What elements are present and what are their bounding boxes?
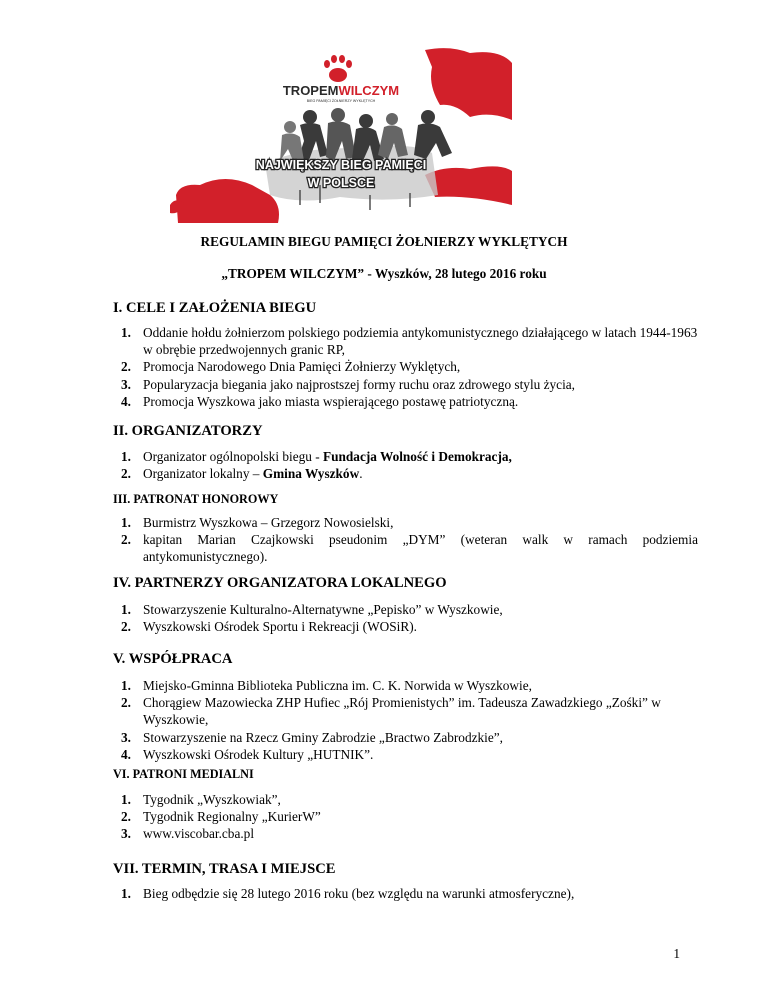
slogan-line-2: W POLSCE [307, 176, 375, 190]
list-item: 3. Stowarzyszenie na Rzecz Gminy Zabrodzie „Bractwo Zabrodzkie”, [121, 729, 503, 745]
list-item: 4. Promocja Wyszkowa jako miasta wspierającego postawę patriotyczną. [121, 393, 519, 409]
organizer-local: Gmina Wyszków [262, 466, 360, 482]
event-logo [170, 45, 512, 223]
slogan-line-1: NAJWIĘKSZY BIEG PAMIĘCI [255, 158, 427, 172]
list-item: 2. Wyszkowski Ośrodek Sportu i Rekreacji (WOSiR). [121, 619, 417, 635]
list-item: 2. Tygodnik Regionalny „KurierW” [121, 809, 321, 825]
wolf-paw-icon [324, 55, 352, 82]
organizer-national: Fundacja Wolność i Demokracja, [322, 449, 512, 464]
brand-subtitle: BIEG PAMIĘCI ŻOŁNIERZY WYKLĘTYCH [306, 99, 376, 103]
patronage-list [113, 514, 698, 566]
red-splash-right-low [425, 166, 512, 205]
date-route-list [113, 885, 698, 902]
event-name: „TROPEM WILCZYM” [221, 266, 365, 281]
document-subtitle [0, 266, 768, 282]
section-heading-partners: IV. PARTNERZY ORGANIZATORA LOKALNEGO [113, 575, 447, 591]
list-item: 2. Organizator lokalny – Gmina Wyszków. [121, 466, 363, 482]
list-item: 1. Miejsko-Gminna Biblioteka Publiczna im. C. K. Norwida w Wyszkowie, [121, 678, 532, 693]
list-item: 1. Organizator ogólnopolski biegu - Fundacja Wolność i Demokracja, [121, 449, 512, 464]
list-item: 1. Bieg odbędzie się 28 lutego 2016 roku (bez względu na warunki atmosferyczne), [121, 886, 575, 901]
section-heading-goals: I. CELE I ZAŁOŻENIA BIEGU [113, 300, 317, 316]
section-heading-patronage: III. PATRONAT HONOROWY [113, 492, 279, 506]
red-splash-right [425, 48, 512, 120]
list-item: 1. Tygodnik „Wyszkowiak”, [121, 792, 281, 807]
list-item: 2. Chorągiew Mazowiecka ZHP Hufiec „Rój Promienistych” im. Tadeusza Zawadzkiego „Zośki” w Wyszkowie, [121, 695, 661, 728]
media-list [113, 791, 698, 843]
list-item: 4. Wyszkowski Ośrodek Kultury „HUTNIK”. [121, 746, 374, 762]
red-splash-left [176, 179, 279, 223]
document-title: REGULAMIN BIEGU PAMIĘCI ŻOŁNIERZY WYKLĘTYCH [200, 234, 568, 249]
list-item: 2. kapitan Marian Czajkowski pseudonim „DYM” (weteran walk w ramach podziemia antykomunistycznego). [121, 532, 698, 565]
partners-list [113, 601, 698, 635]
brand-name: TROPEMWILCZYM [282, 83, 400, 98]
section-heading-cooperation: V. WSPÓŁPRACA [113, 651, 233, 667]
section-heading-media: VI. PATRONI MEDIALNI [113, 767, 254, 781]
list-item: 2. Promocja Narodowego Dnia Pamięci Żołnierzy Wyklętych, [121, 359, 461, 375]
list-item: 1. Stowarzyszenie Kulturalno-Alternatywne „Pepisko” w Wyszkowie, [121, 602, 503, 617]
cooperation-list [113, 677, 698, 763]
event-date-place: - Wyszków, 28 lutego 2016 roku [364, 266, 547, 281]
media-website: www.viscobar.cba.pl [143, 826, 255, 842]
section-heading-organizers: II. ORGANIZATORZY [113, 423, 263, 439]
section-heading-date-route: VII. TERMIN, TRASA I MIEJSCE [113, 861, 336, 877]
goals-list [113, 324, 698, 410]
page-number: 1 [673, 946, 680, 961]
organizers-list [113, 448, 698, 482]
list-item: 1. Oddanie hołdu żołnierzom polskiego podziemia antykomunistycznego działającego w latach 1944-1963 w obrębie przedwojennych granic RP, [121, 325, 698, 358]
list-item: 1. Burmistrz Wyszkowa – Grzegorz Nowosielski, [121, 515, 394, 530]
list-item: 3. Popularyzacja biegania jako najprostszej formy ruchu oraz zdrowego stylu życia, [121, 376, 575, 392]
list-item: 3. www.viscobar.cba.pl [121, 826, 255, 842]
